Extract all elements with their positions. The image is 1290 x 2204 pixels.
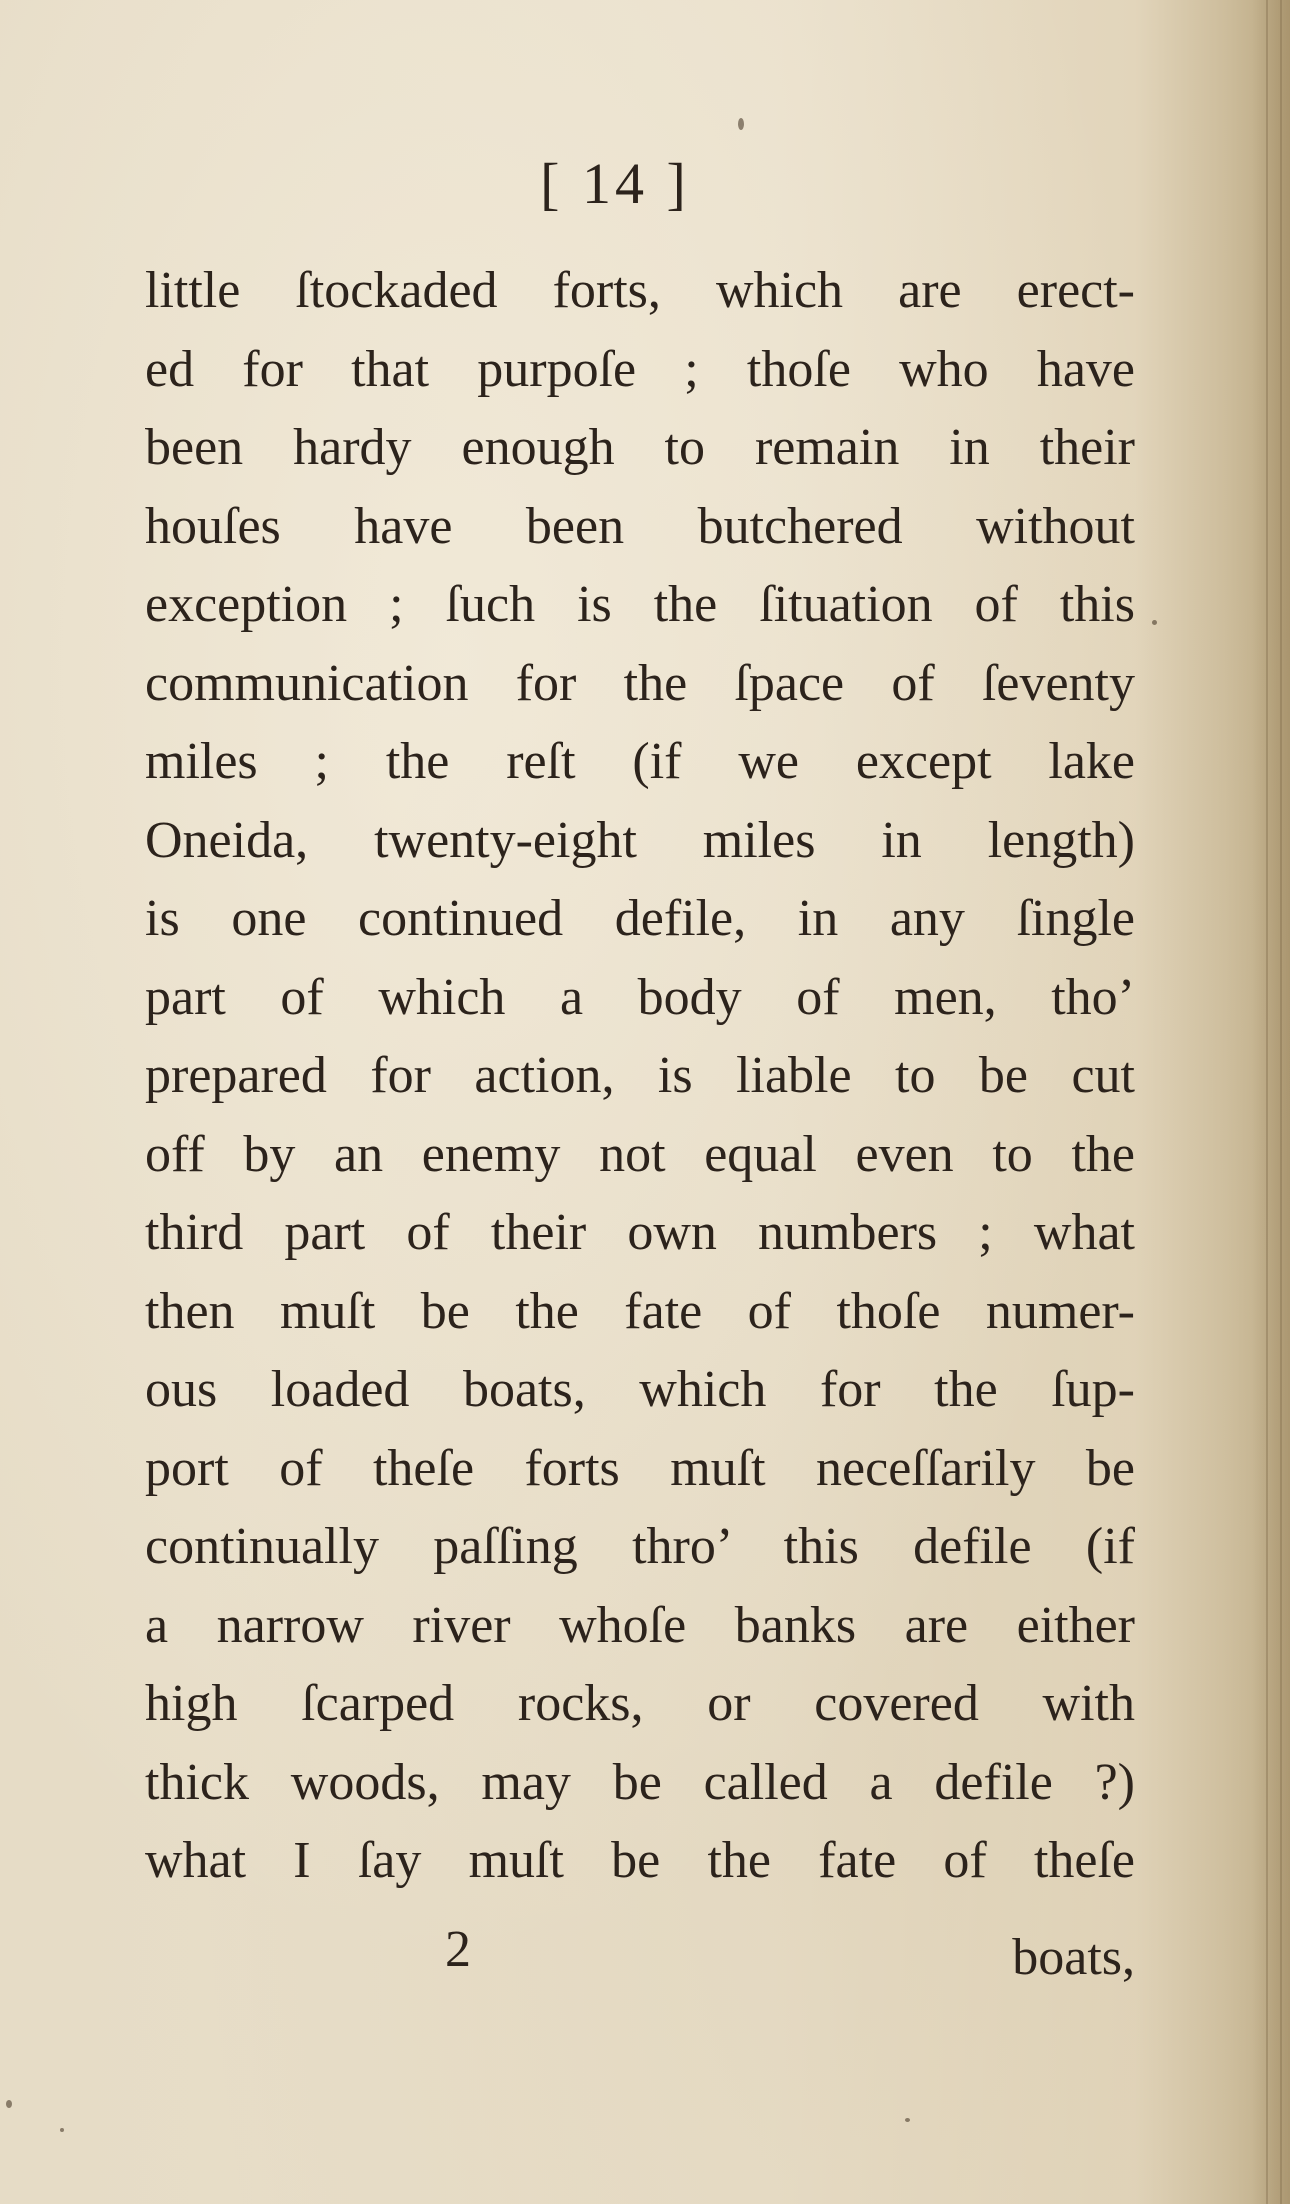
text-line: prepared for action, is liable to be cut: [145, 1047, 1135, 1104]
text-line: thick woods, may be called a defile ?): [145, 1753, 1135, 1811]
page-footer: [145, 1920, 1135, 2000]
text-line: ed for that purpoſe ; thoſe who have: [145, 340, 1135, 398]
text-line: ous loaded boats, which for the ſup-: [145, 1361, 1135, 1418]
page-number-header: [ 14 ]: [540, 151, 690, 216]
page-edge-line: [1280, 0, 1282, 2204]
text-line: houſes have been butchered without: [145, 497, 1135, 555]
body-text: [145, 252, 1135, 1901]
text-line: been hardy enough to remain in their: [145, 419, 1135, 476]
ink-speck: [905, 2118, 910, 2122]
text-line: third part of their own numbers ; what: [145, 1204, 1135, 1261]
ink-speck: [6, 2100, 12, 2108]
text-line: then muſt be the fate of thoſe numer-: [145, 1282, 1135, 1340]
text-line: high ſcarped rocks, or covered with: [145, 1675, 1135, 1732]
catchword: boats,: [1012, 1929, 1135, 1986]
text-line: continually paſſing thro’ this defile (if: [145, 1518, 1135, 1575]
text-line: Oneida, twenty-eight miles in length): [145, 811, 1135, 869]
text-line: what I ſay muſt be the fate of theſe: [145, 1832, 1135, 1889]
signature-mark: 2: [445, 1921, 471, 1978]
text-line: a narrow river whoſe banks are either: [145, 1596, 1135, 1654]
text-line: exception ; ſuch is the ſituation of this: [145, 576, 1135, 633]
text-line: miles ; the reſt (if we except lake: [145, 733, 1135, 790]
page-edge-shadow: [1252, 0, 1290, 2204]
text-line: little ſtockaded forts, which are erect-: [145, 262, 1135, 319]
text-line: port of theſe forts muſt neceſſarily be: [145, 1439, 1135, 1497]
text-line: communication for the ſpace of ſeventy: [145, 654, 1135, 712]
ink-speck: [738, 118, 744, 130]
text-line: part of which a body of men, tho’: [145, 968, 1135, 1026]
text-line: is one continued defile, in any ſingle: [145, 890, 1135, 947]
page-edge-line: [1266, 0, 1268, 2204]
ink-speck: [60, 2128, 64, 2132]
text-line: off by an enemy not equal even to the: [145, 1125, 1135, 1183]
ink-speck: [1152, 620, 1157, 625]
